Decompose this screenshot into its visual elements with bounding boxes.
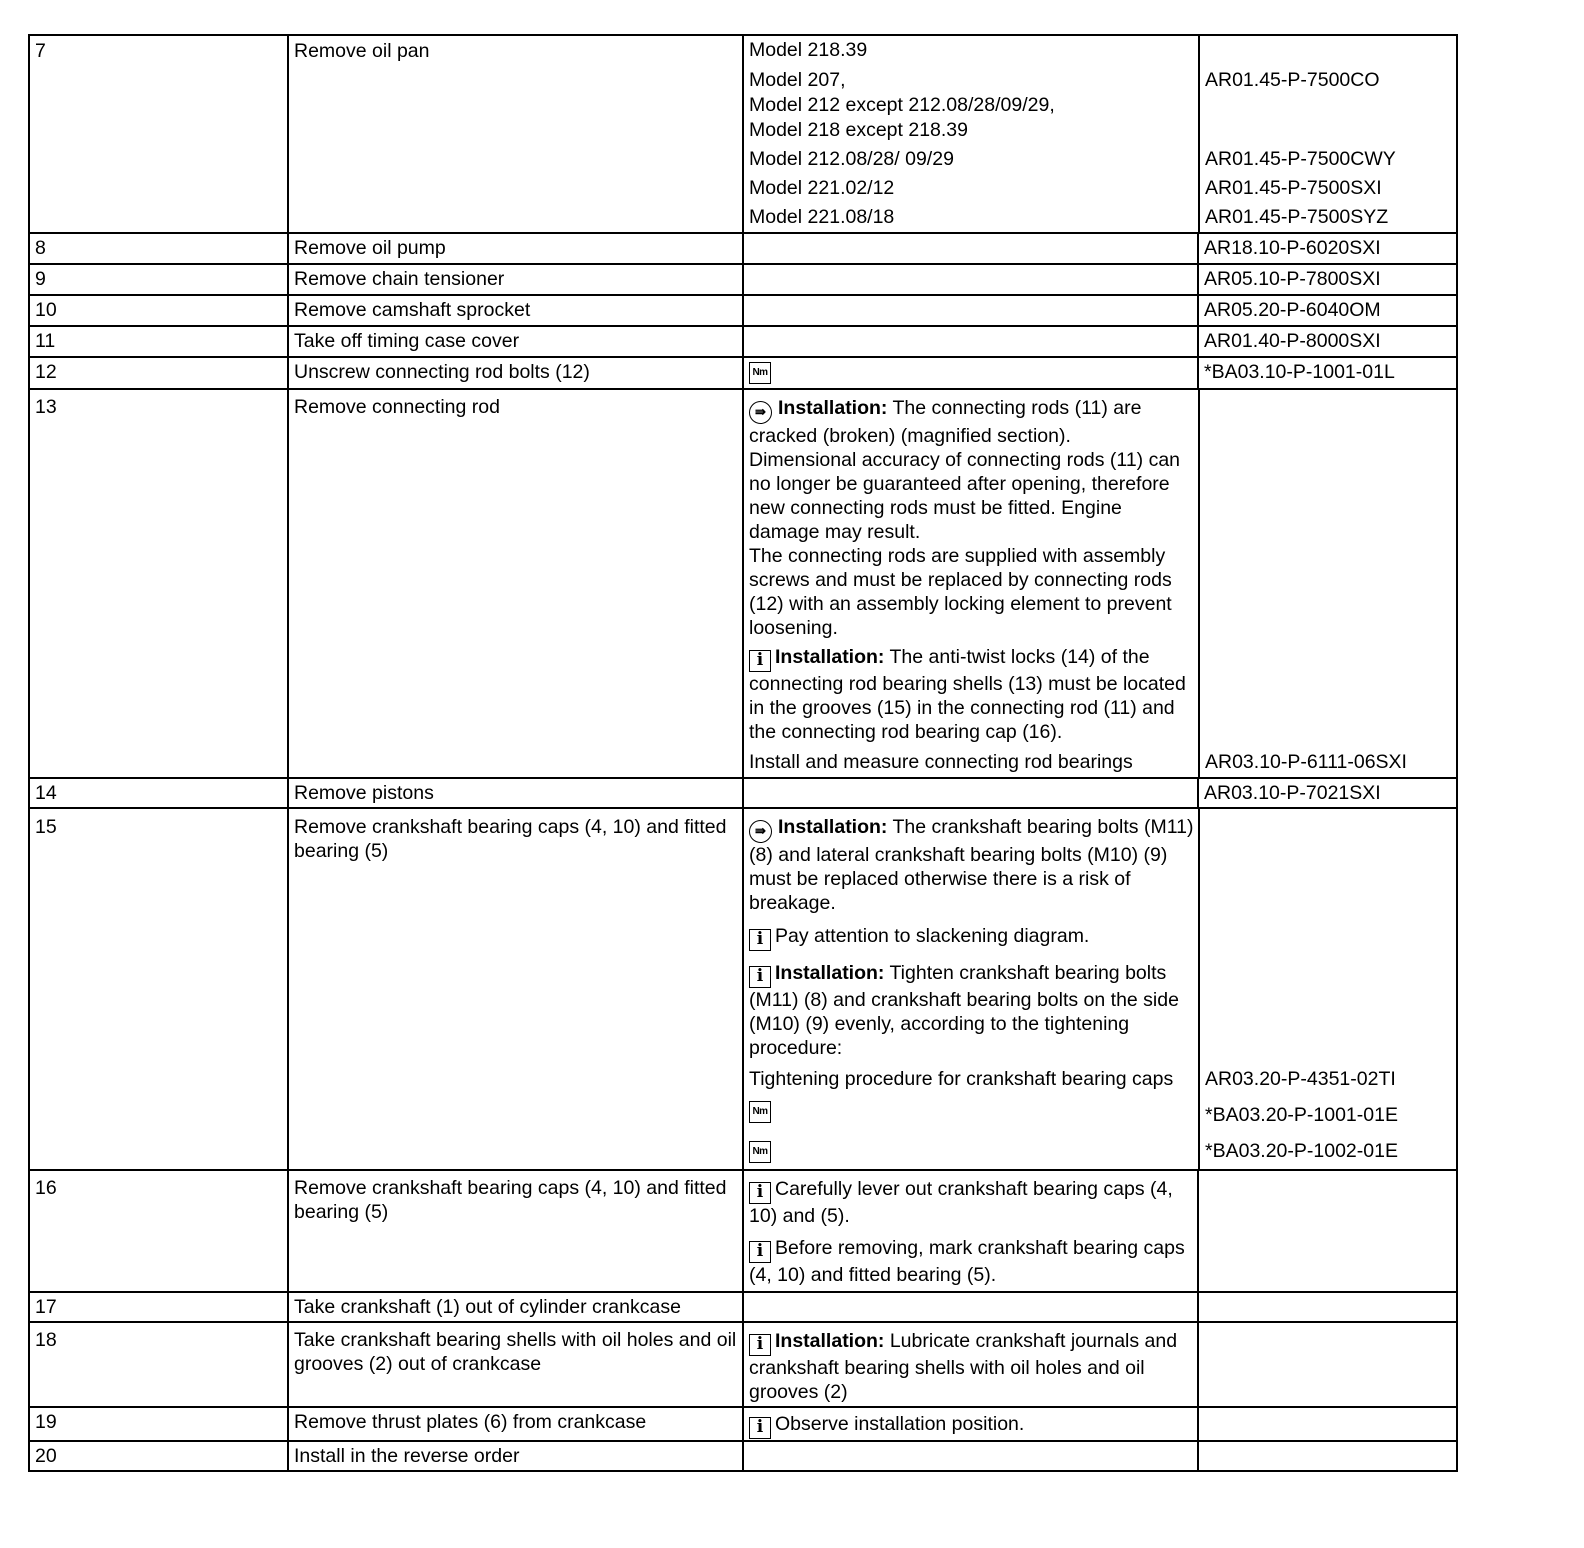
step-number: 20 xyxy=(35,1445,57,1467)
table-row xyxy=(29,1170,1457,1292)
step-description: Remove chain tensioner xyxy=(294,268,505,290)
installation-note xyxy=(744,957,1198,1064)
step-number: 11 xyxy=(35,330,56,352)
step-description: Remove camshaft sprocket xyxy=(294,299,531,321)
info-note xyxy=(744,1408,1197,1440)
info-icon: i xyxy=(749,1334,771,1356)
installation-warning-icon: ⇛ xyxy=(749,820,772,843)
step-description: Remove oil pump xyxy=(294,237,446,259)
note-text: Pay attention to slackening diagram. xyxy=(775,925,1090,947)
note-label: Installation: xyxy=(775,1330,885,1352)
step-number: 7 xyxy=(35,40,46,62)
table-row xyxy=(29,357,1457,389)
note-text: Before removing, mark crankshaft bearing caps (4, 10) and fitted bearing (5). xyxy=(749,1237,1185,1286)
step-number: 18 xyxy=(35,1329,57,1351)
reference-code: AR01.45-P-7500SXI xyxy=(1205,177,1382,199)
step-number: 10 xyxy=(35,299,57,321)
reference-code: *BA03.20-P-1002-01E xyxy=(1205,1140,1398,1162)
info-note xyxy=(744,1171,1197,1232)
torque-nm-icon: Nm xyxy=(749,1141,771,1163)
step-description: Remove oil pan xyxy=(294,40,430,62)
info-note xyxy=(744,1232,1197,1291)
reference-code: AR03.10-P-7021SXI xyxy=(1204,782,1381,804)
notes-sub-table xyxy=(744,809,1458,1169)
notes-sub-table xyxy=(744,390,1458,777)
step-number: 15 xyxy=(35,816,57,838)
step-number: 8 xyxy=(35,237,46,259)
step-number: 17 xyxy=(35,1296,57,1318)
table-row xyxy=(29,326,1457,357)
installation-warning-icon: ⇛ xyxy=(749,401,772,424)
model-entry: Model 212.08/28/ 09/29 xyxy=(749,148,954,170)
table-row xyxy=(29,1322,1457,1407)
note-text: Install and measure connecting rod bearings xyxy=(749,751,1133,773)
step-description: Take crankshaft (1) out of cylinder crankcase xyxy=(294,1296,681,1318)
reference-code: AR03.20-P-4351-02TI xyxy=(1205,1068,1396,1090)
installation-note xyxy=(744,809,1198,918)
table-row xyxy=(29,35,1457,233)
reference-code xyxy=(1200,36,1458,65)
reference-code: AR18.10-P-6020SXI xyxy=(1204,237,1381,259)
note-text: The anti-twist locks (14) of the connecting rod bearing shells (13) must be located in the grooves (15) in the connecting rod (11) and the connecting rod bearing cap (16). xyxy=(749,646,1186,743)
info-icon: i xyxy=(749,966,771,988)
installation-note xyxy=(744,1323,1197,1406)
model-entry: Model 221.08/18 xyxy=(749,206,895,228)
info-icon: i xyxy=(749,1182,771,1204)
info-icon: i xyxy=(749,1417,771,1439)
info-icon: i xyxy=(749,1241,771,1263)
note-label: Installation: xyxy=(778,397,888,419)
table-row xyxy=(29,1407,1457,1441)
note-text: The crankshaft bearing bolts (M11) (8) and lateral crankshaft bearing bolts (M10) (9) must be replaced otherwise there is a risk of breakage. xyxy=(749,816,1194,914)
step-description: Take crankshaft bearing shells with oil holes and oil grooves (2) out of crankcase xyxy=(294,1329,737,1375)
reference-code: AR01.40-P-8000SXI xyxy=(1204,330,1381,352)
note-label: Installation: xyxy=(778,816,888,838)
reference-code: AR01.45-P-7500SYZ xyxy=(1205,206,1389,228)
note-label: Installation: xyxy=(775,646,885,668)
note-text: The connecting rods (11) are cracked (broken) (magnified section). Dimensional accuracy of connecting rods (11) can no longer be guaranteed after opening, therefore new connecting rods must be fitted. Engine damage may result. The connecting rods are supplied with assembly screws and must be replaced by connecting rods (12) with an assembly locking element to prevent loosening. xyxy=(749,397,1181,639)
reference-code: AR01.45-P-7500CO xyxy=(1205,69,1380,91)
installation-note xyxy=(744,641,1198,748)
info-note xyxy=(744,918,1198,957)
step-description: Install in the reverse order xyxy=(294,1445,520,1467)
step-number: 19 xyxy=(35,1411,57,1433)
step-number: 12 xyxy=(35,361,57,383)
table-row xyxy=(29,389,1457,778)
step-description: Remove thrust plates (6) from crankcase xyxy=(294,1411,647,1433)
note-text: Lubricate crankshaft journals and crankshaft bearing shells with oil holes and oil grooves (2) xyxy=(749,1330,1178,1403)
step-description: Remove connecting rod xyxy=(294,396,500,418)
table-row xyxy=(29,264,1457,295)
table-row xyxy=(29,233,1457,264)
step-description: Remove pistons xyxy=(294,782,434,804)
note-text: Tighten crankshaft bearing bolts (M11) (8) and crankshaft bearing bolts on the side (M10) (9) evenly, according to the tightening procedure: xyxy=(749,962,1179,1059)
model-sub-table xyxy=(744,36,1458,232)
table-row xyxy=(29,778,1457,808)
step-number: 16 xyxy=(35,1177,57,1199)
table-row xyxy=(29,295,1457,326)
step-description: Remove crankshaft bearing caps (4, 10) and fitted bearing (5) xyxy=(294,816,727,862)
step-description: Remove crankshaft bearing caps (4, 10) and fitted bearing (5) xyxy=(294,1177,727,1223)
installation-note xyxy=(744,390,1198,641)
reference-code: AR03.10-P-6111-06SXI xyxy=(1205,751,1407,773)
torque-nm-icon: Nm xyxy=(749,362,771,384)
step-description: Take off timing case cover xyxy=(294,330,520,352)
table-row xyxy=(29,1292,1457,1322)
step-number: 9 xyxy=(35,268,46,290)
reference-code: AR01.45-P-7500CWY xyxy=(1205,148,1396,170)
reference-code: AR05.20-P-6040OM xyxy=(1204,299,1381,321)
info-icon: i xyxy=(749,929,771,951)
note-text: Carefully lever out crankshaft bearing caps (4, 10) and (5). xyxy=(749,1178,1173,1227)
info-icon: i xyxy=(749,650,771,672)
model-entry: Model 221.02/12 xyxy=(749,177,895,199)
step-number: 13 xyxy=(35,396,57,418)
note-label: Installation: xyxy=(775,962,885,984)
procedure-table xyxy=(28,34,1458,1472)
table-row xyxy=(29,808,1457,1170)
model-entry: Model 218.39 xyxy=(749,39,868,61)
reference-code: *BA03.20-P-1001-01E xyxy=(1205,1104,1398,1126)
note-text: Observe installation position. xyxy=(775,1413,1025,1435)
table-row xyxy=(29,1441,1457,1471)
torque-nm-icon: Nm xyxy=(749,1101,771,1123)
reference-code: AR05.10-P-7800SXI xyxy=(1204,268,1381,290)
step-number: 14 xyxy=(35,782,57,804)
step-description: Unscrew connecting rod bolts (12) xyxy=(294,361,590,383)
reference-code: *BA03.10-P-1001-01L xyxy=(1204,361,1395,383)
model-entry: Model 207, Model 212 except 212.08/28/09/29, Model 218 except 218.39 xyxy=(749,69,1055,141)
note-text: Tightening procedure for crankshaft bearing caps xyxy=(749,1068,1174,1090)
